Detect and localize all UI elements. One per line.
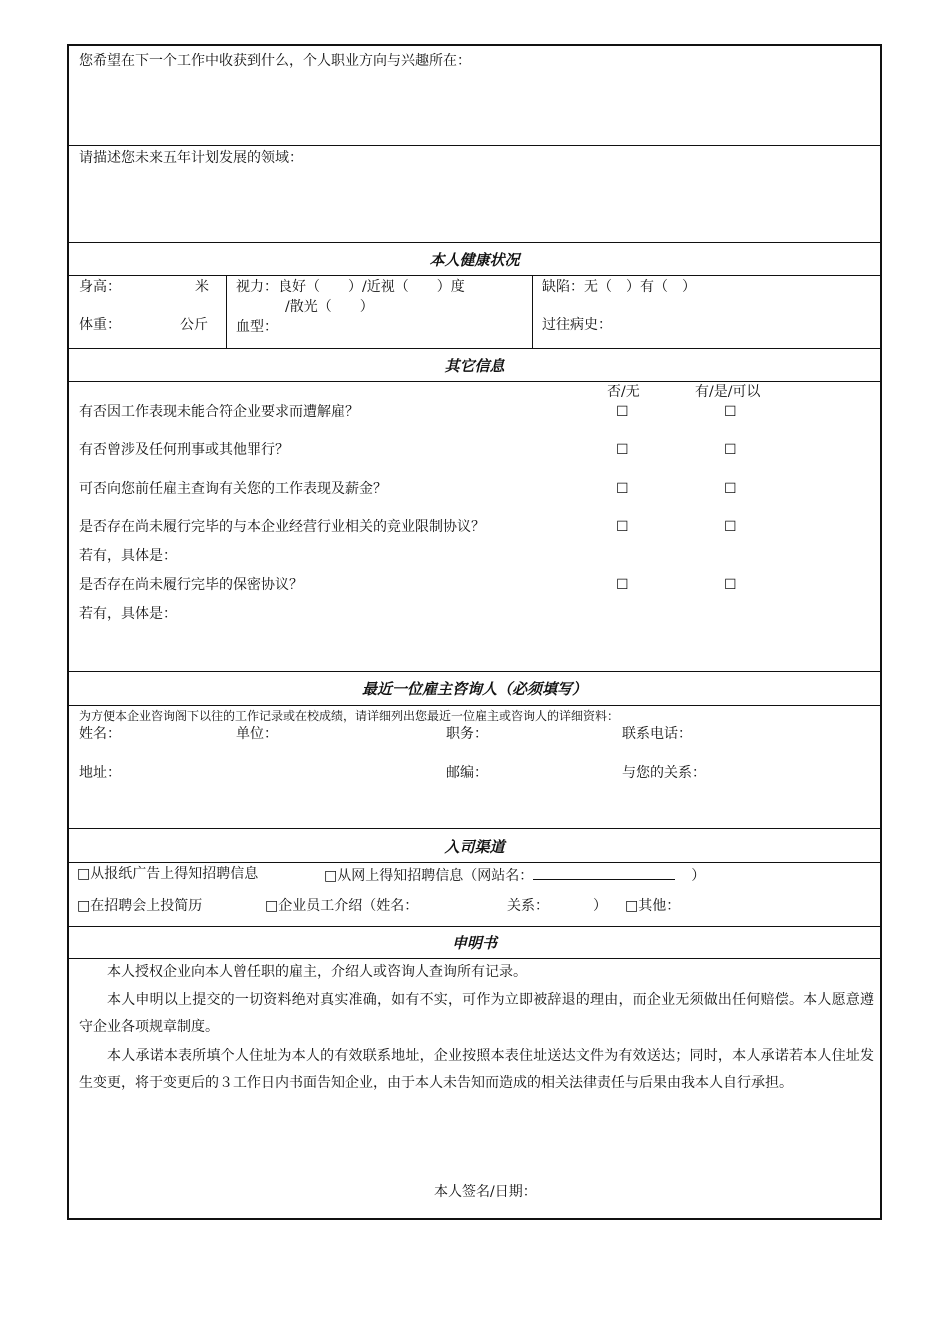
question-dismissal: 有否因工作表现未能合符企业要求而遭解雇？ <box>79 404 359 420</box>
column-divider <box>226 275 227 348</box>
divider <box>69 705 880 706</box>
channel-web-close: ） <box>691 868 706 884</box>
checkbox-reference-check-no[interactable]: ☐ <box>616 481 629 497</box>
checkbox-reference-check-yes[interactable]: ☐ <box>724 481 737 497</box>
channel-section-title: 入司渠道 <box>444 838 505 856</box>
question-confidentiality: 是否存在尚未履行完毕的保密协议？ <box>79 577 303 593</box>
channel-referral-close: ） <box>593 898 607 914</box>
defect-field: 缺陷：无（ ）有（ ） <box>542 279 696 295</box>
checkbox-dismissal-no[interactable]: ☐ <box>616 404 629 420</box>
channel-referral-option[interactable]: □企业员工介绍（姓名： <box>265 898 419 914</box>
question-criminal: 有否曾涉及任何刑事或其他罪行？ <box>79 442 289 458</box>
divider <box>69 145 880 146</box>
reference-note: 为方便本企业咨询阁下以往的工作记录或在校成绩，请详细列出您最近一位雇主或咨询人的详细资料： <box>79 709 620 723</box>
divider <box>69 242 880 243</box>
other-section-title: 其它信息 <box>444 357 505 375</box>
checkbox-dismissal-yes[interactable]: ☐ <box>724 404 737 420</box>
weight-unit: 公斤 <box>180 317 208 333</box>
application-form <box>67 44 882 1220</box>
height-label: 身高： <box>79 279 121 295</box>
column-yes-label: 有/是/可以 <box>695 384 761 400</box>
divider <box>69 671 880 672</box>
confidentiality-detail-label: 若有，具体是： <box>79 606 177 622</box>
checkbox-confidentiality-no[interactable]: ☐ <box>616 577 629 593</box>
column-no-label: 否/无 <box>607 384 640 400</box>
channel-newspaper-option[interactable]: □从报纸广告上得知招聘信息 <box>77 866 259 882</box>
reference-unit-label: 单位： <box>236 726 278 742</box>
vision-field: 视力：良好（ ）/近视（ ）度 <box>236 279 465 295</box>
channel-jobfair-option[interactable]: □在招聘会上投简历 <box>77 898 203 914</box>
question-career-gain: 您希望在下一个工作中收获到什么，个人职业方向与兴趣所在： <box>79 53 471 69</box>
channel-referral-relation-label: 关系： <box>507 898 549 914</box>
divider <box>69 275 880 276</box>
reference-section-title: 最近一位雇主咨询人（必须填写） <box>361 680 587 698</box>
reference-relation-label: 与您的关系： <box>622 765 706 781</box>
question-five-year-plan: 请描述您未来五年计划发展的领域： <box>79 150 303 166</box>
question-reference-check: 可否向您前任雇主查询有关您的工作表现及薪金？ <box>79 481 387 497</box>
checkbox-non-compete-no[interactable]: ☐ <box>616 519 629 535</box>
checkbox-non-compete-yes[interactable]: ☐ <box>724 519 737 535</box>
divider <box>69 926 880 927</box>
reference-phone-label: 联系电话： <box>622 726 692 742</box>
checkbox-criminal-yes[interactable]: ☐ <box>724 442 737 458</box>
non-compete-detail-label: 若有，具体是： <box>79 548 177 564</box>
divider <box>69 862 880 863</box>
vision-astigmatism: /散光（ ） <box>285 299 374 315</box>
declaration-paragraph-2: 本人申明以上提交的一切资料绝对真实准确，如有不实，可作为立即被辞退的理由，而企业无须做出任何赔偿。本人愿意遵守企业各项规章制度。 <box>79 992 874 1035</box>
channel-other-option[interactable]: □其他： <box>625 898 681 914</box>
reference-address-label: 地址： <box>79 765 121 781</box>
signature-date-label: 本人签名/日期： <box>434 1184 537 1200</box>
reference-position-label: 职务： <box>446 726 488 742</box>
medical-history-label: 过往病史： <box>542 317 612 333</box>
blood-type-label: 血型： <box>236 319 278 335</box>
divider <box>69 381 880 382</box>
declaration-paragraph-1: 本人授权企业向本人曾任职的雇主，介绍人或咨询人查询所有记录。 <box>107 964 527 980</box>
health-section-title: 本人健康状况 <box>429 251 520 269</box>
channel-web-option[interactable] <box>324 865 705 885</box>
weight-label: 体重： <box>79 317 121 333</box>
channel-web-label: □从网上得知招聘信息（网站名： <box>324 868 534 884</box>
divider <box>69 828 880 829</box>
declaration-paragraph-3: 本人承诺本表所填个人住址为本人的有效联系地址，企业按照本表住址送达文件为有效送达；同时，本人承诺若本人住址发生变更，将于变更后的３工作日内书面告知企业，由于本人未告知而造成的相关法律责任与后果由我本人自行承担。 <box>79 1048 874 1091</box>
declaration-section-title: 申明书 <box>451 934 497 952</box>
checkbox-confidentiality-yes[interactable]: ☐ <box>724 577 737 593</box>
website-name-blank[interactable] <box>533 865 675 880</box>
reference-postcode-label: 邮编： <box>446 765 488 781</box>
reference-name-label: 姓名： <box>79 726 121 742</box>
divider <box>69 348 880 349</box>
height-unit: 米 <box>195 279 209 295</box>
question-non-compete: 是否存在尚未履行完毕的与本企业经营行业相关的竞业限制协议？ <box>79 519 485 535</box>
checkbox-criminal-no[interactable]: ☐ <box>616 442 629 458</box>
column-divider <box>532 275 533 348</box>
